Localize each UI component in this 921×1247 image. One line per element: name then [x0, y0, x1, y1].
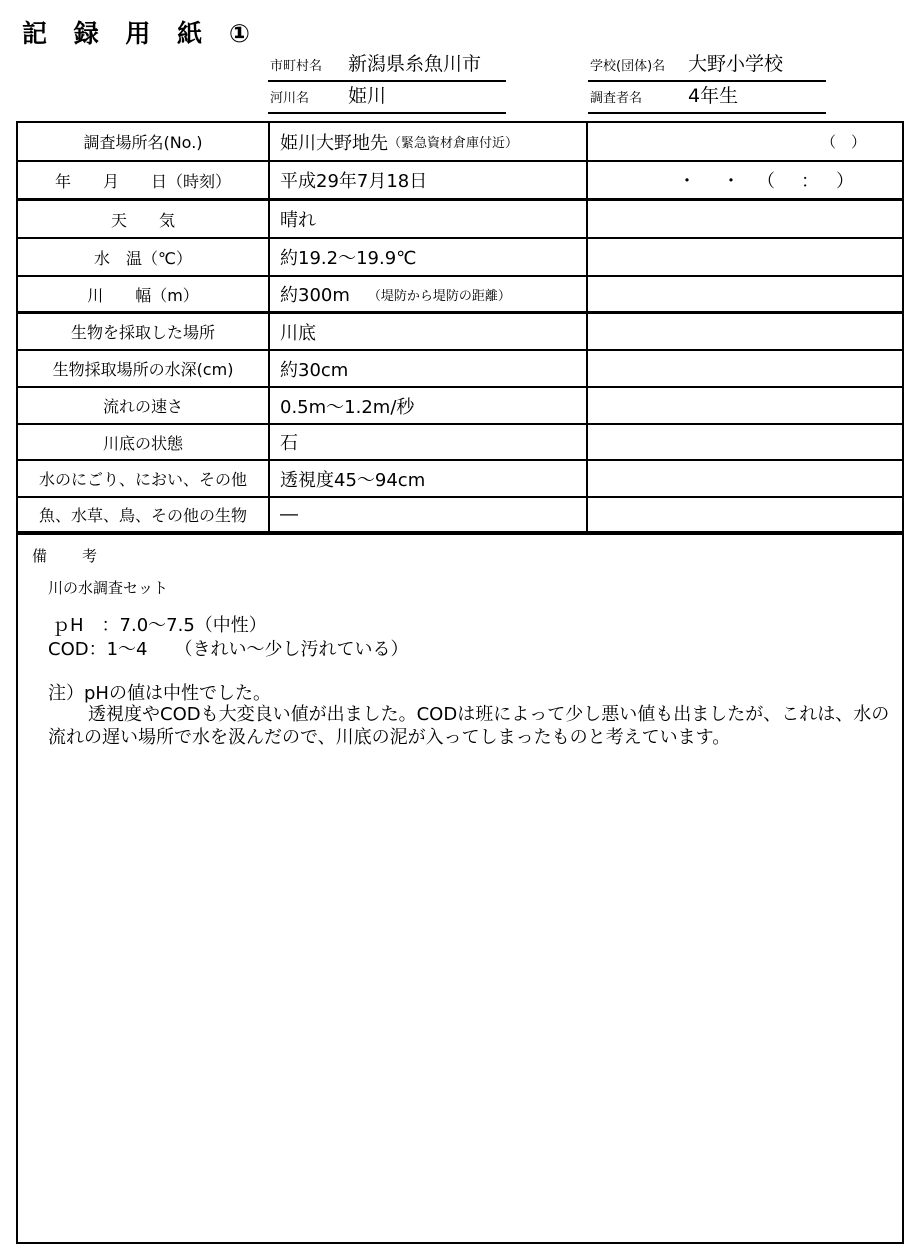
form-row-riverbed [18, 425, 902, 459]
form-row-location [18, 123, 902, 160]
record-form [16, 121, 904, 1244]
row-value: 0.5m～1.2m/秒 [270, 388, 588, 423]
row-extra: （ ） [820, 133, 866, 151]
remarks-ph: ｐH ：7.0～7.5（中性） [52, 615, 267, 636]
width-note: （堤防から堤防の距離） [367, 288, 511, 304]
row-extra [588, 425, 902, 459]
row-value [270, 123, 588, 160]
row-value: 約19.2～19.9℃ [270, 239, 588, 275]
form-row-water-depth [18, 351, 902, 386]
row-value: 平成29年7月18日 [270, 162, 588, 198]
row-value: 石 [270, 425, 588, 459]
surveyor-label: 調査者名 [590, 91, 643, 106]
row-value: 約30cm [270, 351, 588, 386]
row-value: 晴れ [270, 201, 588, 237]
width-value: 約300m [280, 285, 350, 306]
row-value: 川底 [270, 314, 588, 349]
form-row-weather [18, 201, 902, 237]
row-extra [588, 351, 902, 386]
row-label: 流れの速さ [18, 388, 270, 423]
municipality-field [268, 50, 506, 82]
row-value: 透視度45～94cm [270, 461, 588, 496]
row-extra [588, 388, 902, 423]
row-extra: ・ ・ （ ： ） [678, 171, 858, 192]
row-label: 川底の状態 [18, 425, 270, 459]
remarks-note-body-1: 透視度やCODも大変良い値が出ました。CODは班によって少し悪い値も出ましたが、 [88, 704, 782, 725]
surveyor-field [588, 82, 826, 114]
row-extra [588, 239, 902, 275]
form-row-flow-speed [18, 388, 902, 423]
remarks-note-body [48, 703, 894, 749]
row-label: 年 月 日（時刻） [18, 162, 270, 198]
form-row-river-width [18, 277, 902, 311]
remarks-cod: COD：1～4 （きれい～少し汚れている） [48, 639, 409, 660]
river-label: 河川名 [270, 91, 310, 106]
row-extra [588, 461, 902, 496]
row-extra [588, 314, 902, 349]
form-row-turbidity [18, 461, 902, 496]
row-extra [588, 201, 902, 237]
location-note: （緊急資材倉庫付近） [388, 136, 519, 151]
form-row-sampling-place [18, 314, 902, 349]
remarks-note-head: 注）pHの値は中性でした。 [48, 683, 271, 704]
form-row-organisms [18, 498, 902, 531]
school-label: 学校(団体)名 [590, 59, 666, 74]
row-label: 魚、水草、鳥、その他の生物 [18, 498, 270, 531]
school-value: 大野小学校 [688, 53, 784, 75]
school-field [588, 50, 826, 82]
row-extra [588, 277, 902, 311]
row-label: 水のにごり、におい、その他 [18, 461, 270, 496]
row-value [270, 277, 588, 311]
row-label: 調査場所名(No.) [18, 123, 270, 160]
form-row-water-temp [18, 239, 902, 275]
row-label: 生物を採取した場所 [18, 314, 270, 349]
form-title: 記 録 用 紙 ① [22, 19, 259, 48]
row-label: 水 温（℃） [18, 239, 270, 275]
row-label: 川 幅（m） [18, 277, 270, 311]
municipality-label: 市町村名 [270, 59, 323, 74]
river-value: 姫川 [348, 85, 387, 107]
remarks-note-body-2: これは、水の流れの遅い場所で水を汲んだので、川底の泥が入ってしまったものと考えています。 [48, 704, 890, 748]
location-value: 姫川大野地先 [280, 132, 388, 154]
surveyor-value: 4年生 [688, 85, 739, 107]
municipality-value: 新潟県糸魚川市 [348, 53, 482, 75]
form-row-date [18, 162, 902, 198]
row-label: 天 気 [18, 201, 270, 237]
row-value: ― [270, 498, 588, 531]
remarks-heading: 備 考 [32, 547, 108, 565]
row-extra [588, 498, 902, 531]
remarks-kit: 川の水調査セット [48, 579, 169, 597]
river-field [268, 82, 506, 114]
row-label: 生物採取場所の水深(cm) [18, 351, 270, 386]
